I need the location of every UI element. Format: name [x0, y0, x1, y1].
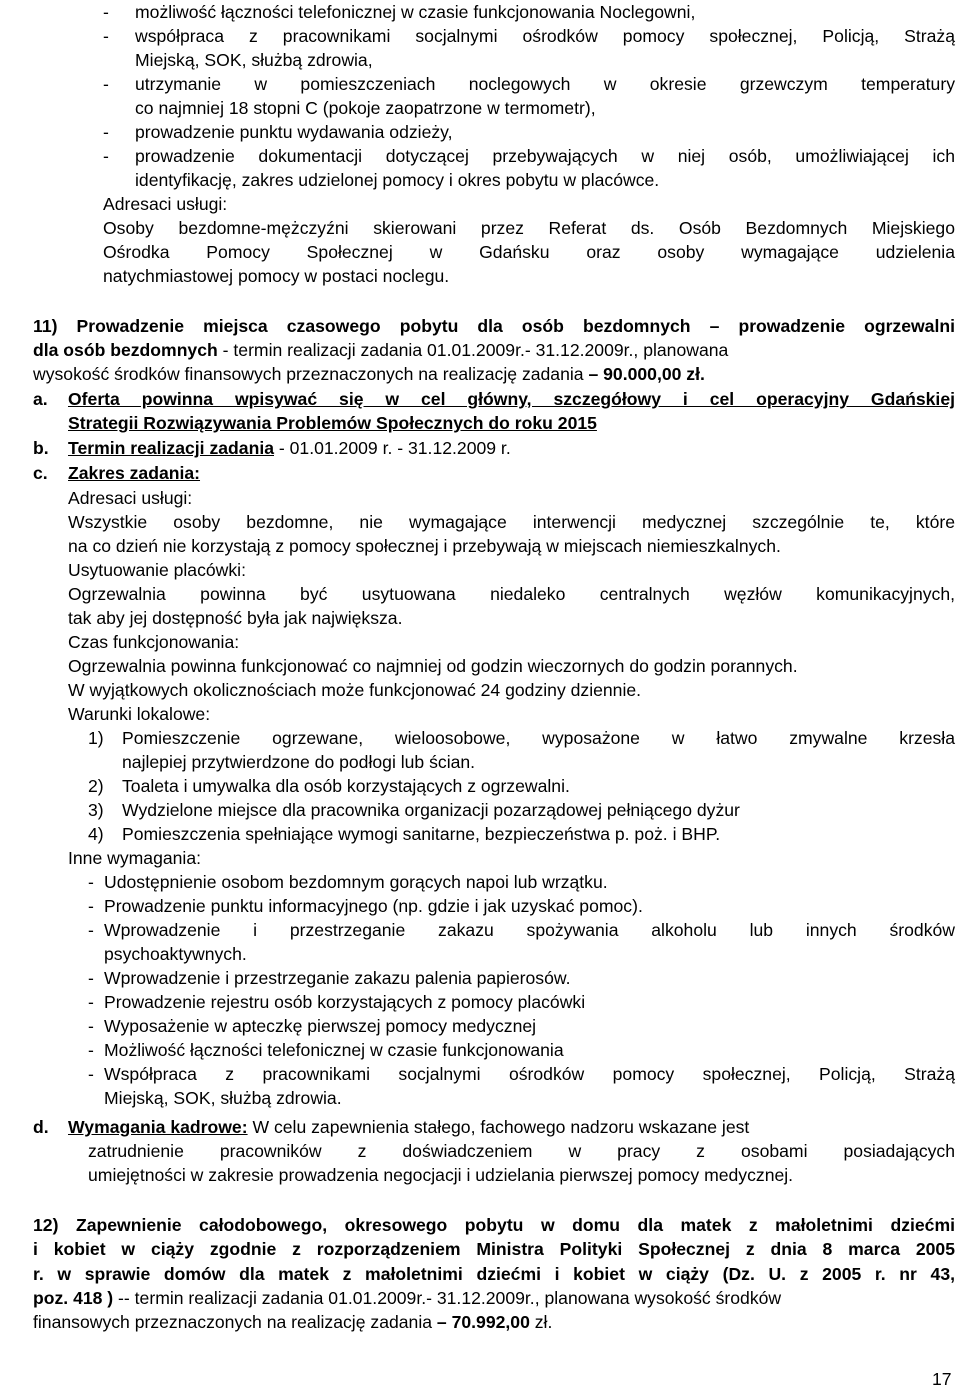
list-dash: - [103, 74, 109, 94]
list-item: współpraca z pracownikami socjalnymi ośrodków pomocy społecznej, Policją, Strażą [135, 26, 955, 46]
warunki-num: 4) [88, 824, 104, 844]
section11-heading-line2 [33, 338, 955, 362]
inne-item: Udostępnienie osobom bezdomnym gorących napoi lub wrzątku. [104, 872, 608, 892]
section12-funding-amount: – 70.992,00 [436, 1312, 530, 1332]
list-item: prowadzenie punktu wydawania odzieży, [135, 122, 453, 142]
item-label-d: d. [33, 1117, 49, 1137]
czas-heading: Czas funkcjonowania: [68, 632, 240, 652]
item-label-b: b. [33, 438, 49, 458]
inne-heading: Inne wymagania: [68, 848, 202, 868]
adresaci-text: natychmiastowej pomocy w postaci noclegu. [103, 266, 450, 286]
warunki-item: Pomieszczenia spełniające wymogi sanitarne, bezpieczeństwa p. poż. i BHP. [122, 824, 721, 844]
section12-line4 [33, 1286, 955, 1310]
item-label-c: c. [33, 463, 48, 483]
list-dash: - [88, 920, 94, 940]
section12-funding-currency: zł. [529, 1312, 553, 1332]
item-d-text: zatrudnienie pracowników z doświadczeniem w pracy z osobami posiadających [88, 1141, 955, 1161]
list-item-cont: co najmniej 18 stopni C (pokoje zaopatrzone w termometr), [135, 98, 596, 118]
adresaci-text: Ośrodka Pomocy Społecznej w Gdańsku oraz osoby wymagające udzielenia [103, 242, 955, 262]
inne-item: Prowadzenie punktu informacyjnego (np. gdzie i jak uzyskać pomoc). [104, 896, 643, 916]
warunki-num: 1) [88, 728, 104, 748]
item-d [68, 1115, 955, 1139]
warunki-item: Pomieszczenie ogrzewane, wieloosobowe, wyposażone w łatwo zmywalne krzesła [122, 728, 955, 748]
adresaci-text: Wszystkie osoby bezdomne, nie wymagające interwencji medycznej szczególnie te, które [68, 512, 955, 532]
czas-text: Ogrzewalnia powinna funkcjonować co najmniej od godzin wieczornych do godzin porannych. [68, 656, 798, 676]
adresaci-text: na co dzień nie korzystają z pomocy społecznej i przebywają w miejscach niemieszkalnych. [68, 536, 781, 556]
warunki-num: 2) [88, 776, 104, 796]
item-d-rest: W celu zapewnienia stałego, fachowego nadzoru wskazane jest [247, 1117, 750, 1137]
item-b-title: Termin realizacji zadania [68, 438, 274, 458]
list-dash: - [88, 1016, 94, 1036]
list-dash: - [103, 146, 109, 166]
section11-heading-bold: dla osób bezdomnych [33, 340, 218, 360]
section12-funding-text: finansowych przeznaczonych na realizację zadania [33, 1312, 433, 1332]
list-item: prowadzenie dokumentacji dotyczącej przebywających w niej osób, umożliwiającej ich [135, 146, 955, 166]
list-dash: - [88, 992, 94, 1012]
section11-heading-rest: - termin realizacji zadania 01.01.2009r.- 31.12.2009r., planowana [217, 340, 729, 360]
inne-item: Prowadzenie rejestru osób korzystających z pomocy placówki [104, 992, 586, 1012]
list-dash: - [103, 2, 109, 22]
usytuowanie-text: tak aby jej dostępność była jak największa. [68, 608, 403, 628]
item-d-text: umiejętności w zakresie prowadzenia negocjacji i udzielania pierwszej pomocy medycznej. [88, 1165, 794, 1185]
warunki-item-cont: najlepiej przytwierdzone do podłogi lub ścian. [122, 752, 476, 772]
section11-heading-line3 [33, 362, 705, 386]
list-dash: - [88, 1040, 94, 1060]
inne-item: Wprowadzenie i przestrzeganie zakazu spożywania alkoholu lub innych środków [104, 920, 955, 940]
list-dash: - [88, 872, 94, 892]
inne-item: Wyposażenie w apteczkę pierwszej pomocy medycznej [104, 1016, 537, 1036]
warunki-num: 3) [88, 800, 104, 820]
usytuowanie-heading: Usytuowanie placówki: [68, 560, 246, 580]
inne-item: Możliwość łączności telefonicznej w czasie funkcjonowania [104, 1040, 564, 1060]
warunki-item: Wydzielone miejsce dla pracownika organizacji pozarządowej pełniącego dyżur [122, 800, 740, 820]
section12-heading: i kobiet w ciąży zgodnie z rozporządzeniem Ministra Polityki Społecznej z dnia 8 marca 2005 [33, 1239, 955, 1259]
list-dash: - [103, 26, 109, 46]
inne-item: Wprowadzenie i przestrzeganie zakazu palenia papierosów. [104, 968, 571, 988]
adresaci-heading: Adresaci usługi: [68, 488, 193, 508]
item-a-text: Strategii Rozwiązywania Problemów Społecznych do roku 2015 [68, 413, 597, 433]
list-item: utrzymanie w pomieszczeniach noclegowych w okresie grzewczym temperatury [135, 74, 955, 94]
list-dash: - [103, 122, 109, 142]
adresaci-heading: Adresaci usługi: [103, 194, 228, 214]
list-dash: - [88, 896, 94, 916]
section12-line5 [33, 1310, 552, 1334]
inne-item-cont: psychoaktywnych. [104, 944, 247, 964]
section11-funding-amount: – 90.000,00 zł. [588, 364, 705, 384]
item-c-title: Zakres zadania: [68, 463, 201, 483]
item-label-a: a. [33, 389, 48, 409]
section11-heading: 11) Prowadzenie miejsca czasowego pobytu dla osób bezdomnych – prowadzenie ogrzewalni [33, 316, 955, 336]
item-a-text: Oferta powinna wpisywać się w cel główny, szczegółowy i cel operacyjny Gdańskiej [68, 389, 955, 409]
section12-heading: r. w sprawie domów dla matek z małoletnimi dziećmi i kobiet w ciąży (Dz. U. z 2005 r. nr 43, [33, 1264, 955, 1284]
section12-ref: poz. 418 ) [33, 1288, 114, 1308]
section11-funding-text: wysokość środków finansowych przeznaczonych na realizację zadania [33, 364, 584, 384]
list-item: możliwość łączności telefonicznej w czasie funkcjonowania Noclegowni, [135, 2, 696, 22]
item-b-rest: - 01.01.2009 r. - 31.12.2009 r. [274, 438, 511, 458]
list-item-cont: identyfikację, zakres udzielonej pomocy i okres pobytu w placówce. [135, 170, 660, 190]
usytuowanie-text: Ogrzewalnia powinna być usytuowana niedaleko centralnych węzłów komunikacyjnych, [68, 584, 955, 604]
item-d-title: Wymagania kadrowe: [68, 1117, 248, 1137]
section12-heading: 12) Zapewnienie całodobowego, okresowego pobytu w domu dla matek z małoletnimi dziećmi [33, 1215, 955, 1235]
item-b [68, 436, 511, 460]
page-number: 17 [932, 1369, 952, 1389]
section12-term: -- termin realizacji zadania 01.01.2009r.- 31.12.2009r., planowana wysokość środków [113, 1288, 782, 1308]
list-dash: - [88, 1064, 94, 1084]
list-dash: - [88, 968, 94, 988]
adresaci-text: Osoby bezdomne-mężczyźni skierowani przez Referat ds. Osób Bezdomnych Miejskiego [103, 218, 955, 238]
warunki-item: Toaleta i umywalka dla osób korzystających z ogrzewalni. [122, 776, 570, 796]
inne-item: Współpraca z pracownikami socjalnymi ośrodków pomocy społecznej, Policją, Strażą [104, 1064, 955, 1084]
czas-text: W wyjątkowych okolicznościach może funkcjonować 24 godziny dziennie. [68, 680, 642, 700]
list-item-cont: Miejską, SOK, służbą zdrowia, [135, 50, 373, 70]
warunki-heading: Warunki lokalowe: [68, 704, 211, 724]
inne-item-cont: Miejską, SOK, służbą zdrowia. [104, 1088, 342, 1108]
